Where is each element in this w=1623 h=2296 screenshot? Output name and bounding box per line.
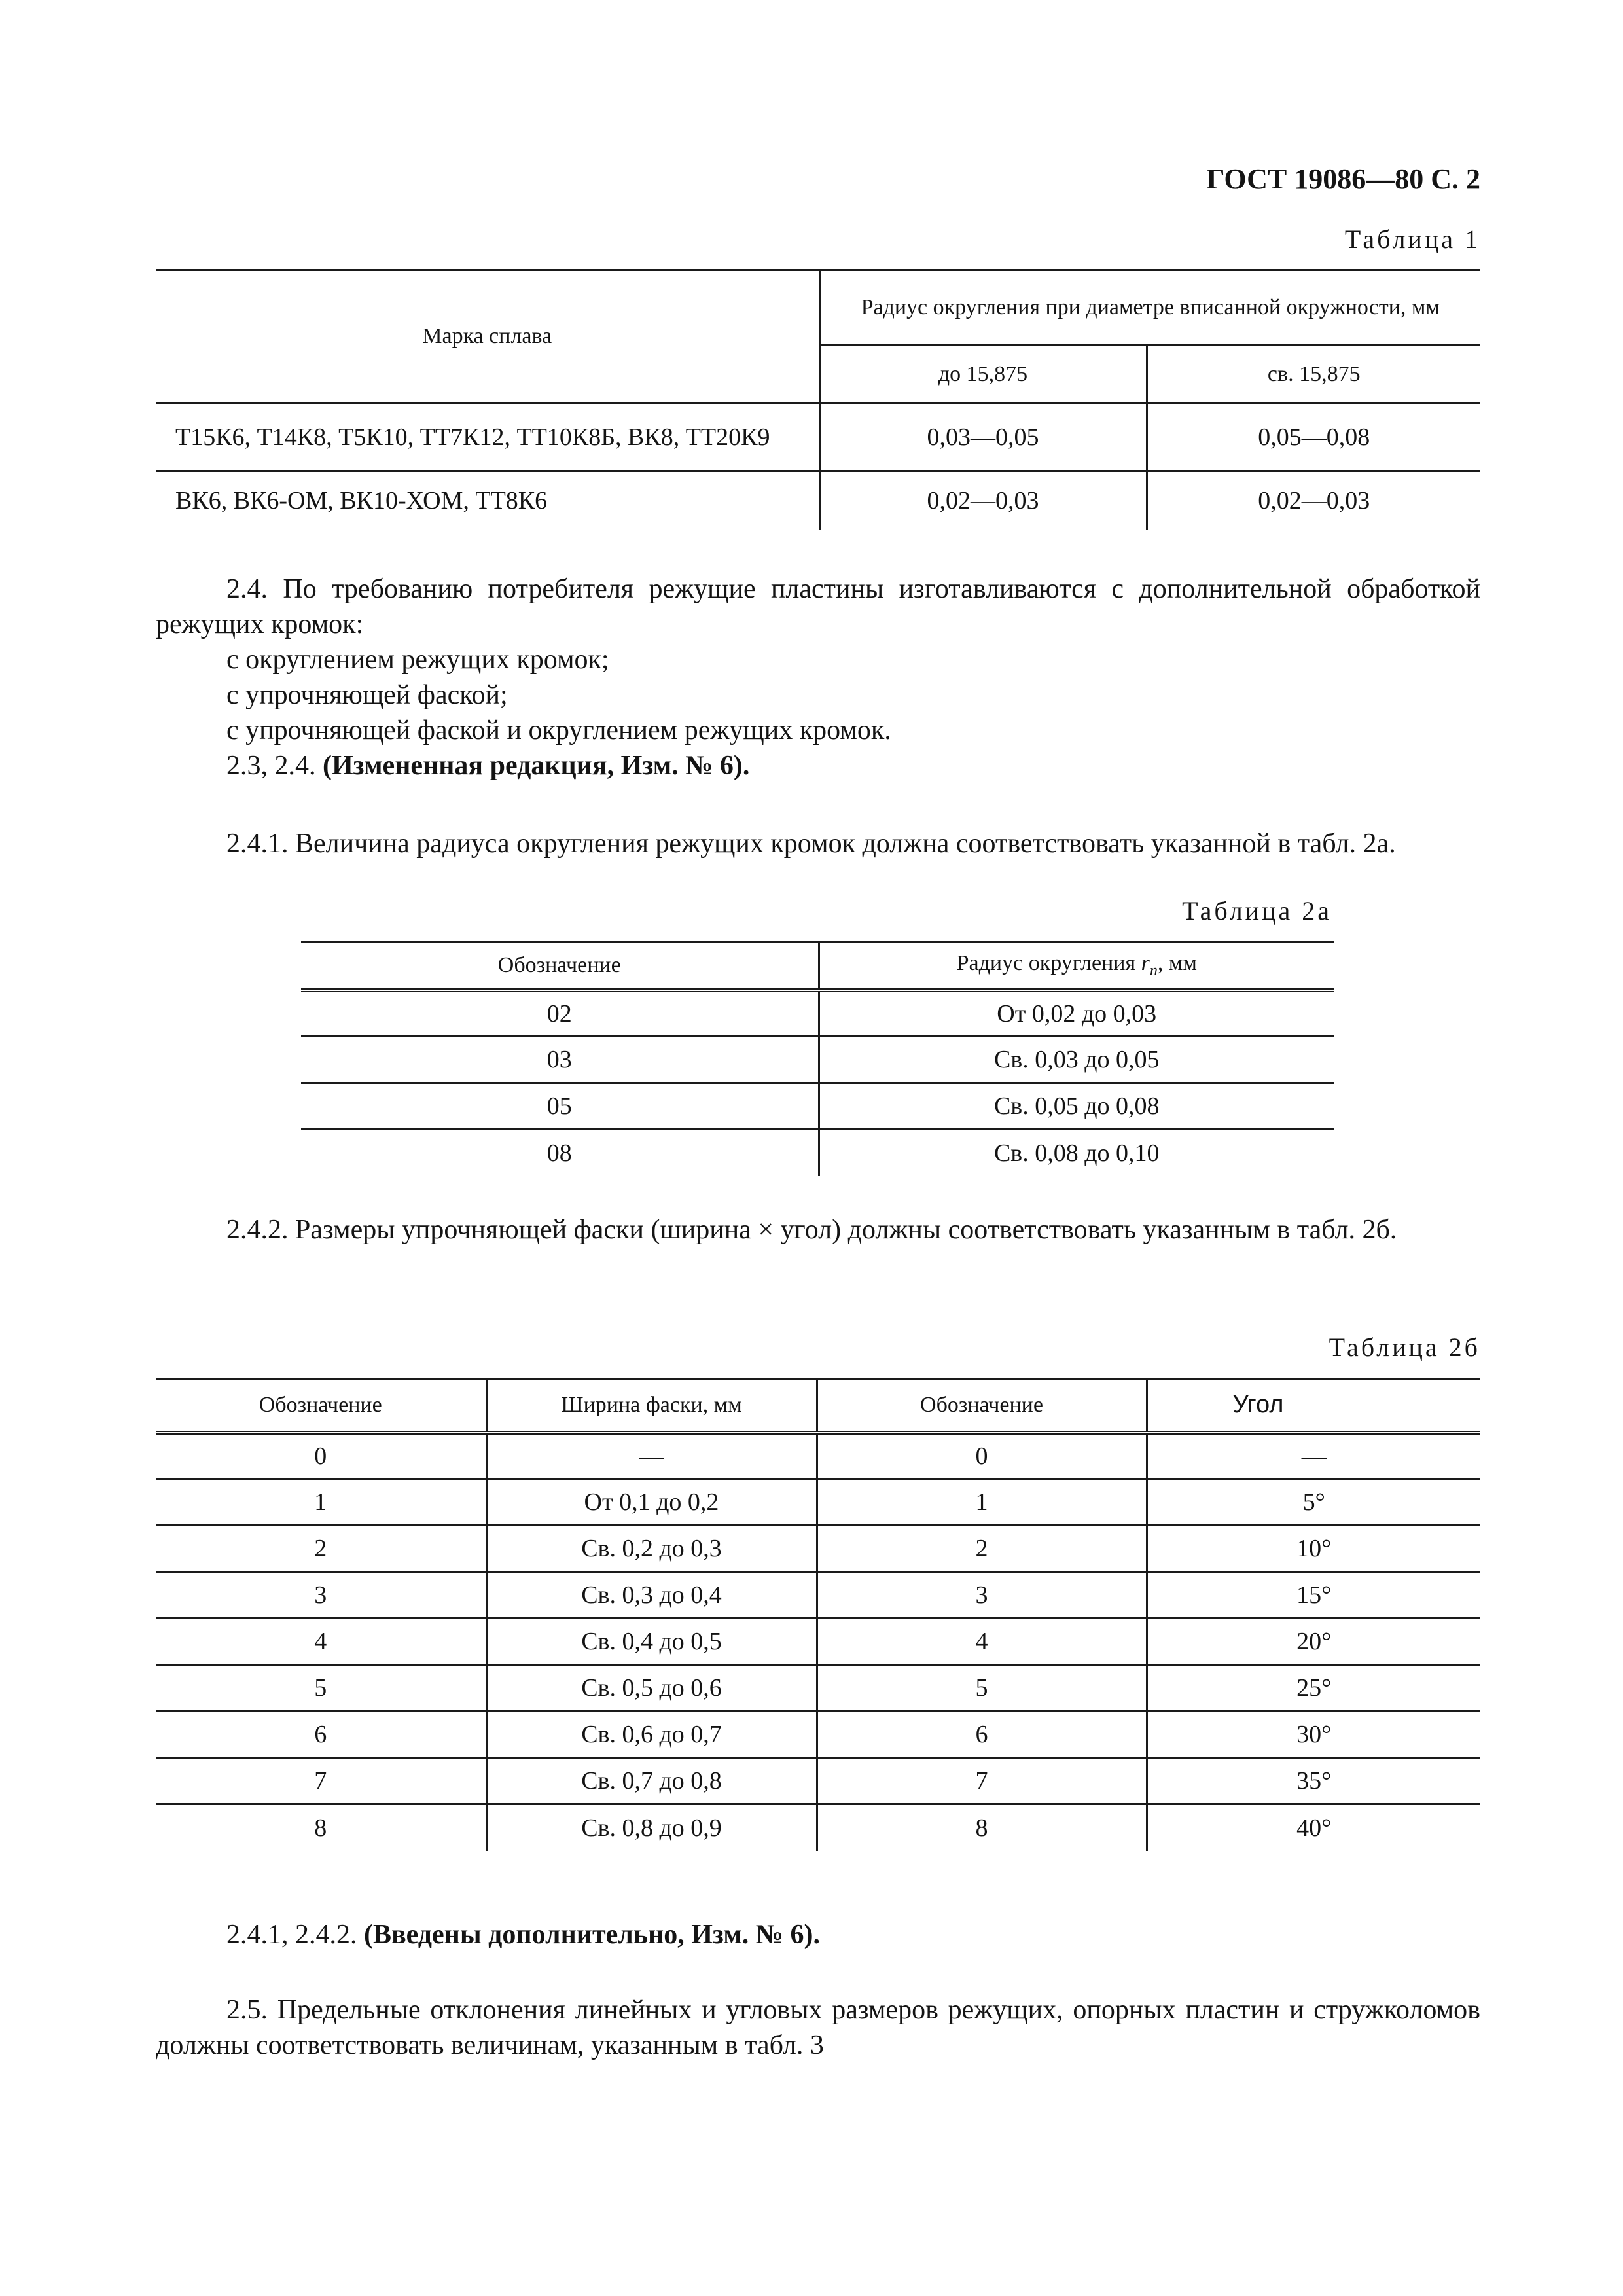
paragraph-2-4: 2.4. По требованию потребителя режущие пластины изготавливаются с дополнительной обработкой режущих кромок:: [156, 574, 1480, 639]
page-header: ГОСТ 19086—80 С. 2: [1206, 163, 1480, 195]
table-row: [156, 1758, 1480, 1804]
table2b-code: 8: [156, 1804, 486, 1851]
table2b-angle: 40°: [1296, 1814, 1332, 1842]
paragraph-2-4-1: 2.4.1. Величина радиуса округления режущих кромок должна соответствовать указанной в табл. 2а.: [226, 829, 1396, 859]
table2b-code: 7: [156, 1758, 486, 1804]
table2a-radius: Св. 0,08 до 0,10: [993, 1139, 1160, 1167]
amendment-note-2: 2.4.1, 2.4.2. (Введены дополнительно, Изм. № 6).: [226, 1920, 820, 1950]
table2b-code-2: 5: [817, 1665, 1147, 1712]
table2b-code-2: 7: [817, 1758, 1147, 1804]
table-row: [156, 471, 1480, 530]
table2b-code: 0: [156, 1433, 486, 1479]
table2a-header-radius: Радиус округления $r_n$, мм: [819, 942, 1334, 990]
table-row: [156, 1479, 1480, 1526]
table2b-width: Св. 0,2 до 0,3: [486, 1526, 817, 1572]
table-row: [156, 1665, 1480, 1712]
table2a-code: 05: [301, 1083, 819, 1130]
table2b-code-2: 1: [817, 1479, 1147, 1526]
list-item: с округлением режущих кромок;: [226, 645, 609, 675]
table2b-width: Св. 0,3 до 0,4: [486, 1572, 817, 1619]
table2b-code: 1: [156, 1479, 486, 1526]
table2a-radius: Св. 0,05 до 0,08: [819, 1083, 1334, 1130]
table-row: [156, 1572, 1480, 1619]
table-row: [301, 1083, 1334, 1130]
table1-value: 0,02—0,03: [1147, 471, 1480, 530]
paragraph-2-5: 2.5. Предельные отклонения линейных и угловых размеров режущих, опорных пластин и стружколомов должны соответствовать величинам, указанным в табл. 3: [156, 1995, 1480, 2060]
table1-header-grade: Марка сплава: [156, 270, 819, 403]
table1-value: 0,03—0,05: [819, 403, 1147, 471]
table1-value: 0,05—0,08: [1147, 403, 1480, 471]
table2b-header-code-2: Обозначение: [817, 1379, 1147, 1433]
table2b-code-2: 6: [817, 1712, 1147, 1758]
table2b-code-2: 2: [817, 1526, 1147, 1572]
table2a-radius: Св. 0,03 до 0,05: [819, 1037, 1334, 1083]
table-row: [156, 1526, 1480, 1572]
table2b-width: Св. 0,8 до 0,9: [486, 1804, 817, 1851]
table2b-width: Св. 0,5 до 0,6: [486, 1665, 817, 1712]
table2b-header-angle: Угол: [1147, 1379, 1480, 1433]
table1-subheader-2: св. 15,875: [1147, 346, 1480, 403]
table1-caption: Таблица 1: [1344, 224, 1480, 254]
table2b-code-2: 0: [817, 1433, 1147, 1479]
table2b-width: От 0,1 до 0,2: [486, 1479, 817, 1526]
table2b-caption: Таблица 2б: [1329, 1333, 1480, 1362]
table2b-code-2: 3: [817, 1572, 1147, 1619]
table-row: [156, 1712, 1480, 1758]
list-item: с упрочняющей фаской;: [226, 680, 508, 710]
table2b-code: 5: [156, 1665, 486, 1712]
table2b-angle: 20°: [1147, 1619, 1480, 1665]
table2b-code: 6: [156, 1712, 486, 1758]
paragraph-2-4-2: 2.4.2. Размеры упрочняющей фаски (ширина × угол) должны соответствовать указанным в табл. 2б.: [226, 1215, 1397, 1245]
table1-subheader-1: до 15,875: [819, 346, 1147, 403]
table2a-code: 02: [301, 990, 819, 1037]
table2b-width: Св. 0,6 до 0,7: [486, 1712, 817, 1758]
table1-grade: Т15К6, Т14К8, Т5К10, ТТ7К12, ТТ10К8Б, ВК8, ТТ20К9: [156, 403, 819, 471]
table2a-caption: Таблица 2а: [1182, 896, 1332, 925]
list-item: с упрочняющей фаской и округлением режущих кромок.: [226, 715, 891, 745]
table1-header-radius: Радиус округления при диаметре вписанной окружности, мм: [819, 270, 1480, 346]
table-row: [301, 1130, 1334, 1176]
table2b-angle: —: [1147, 1433, 1480, 1479]
table2b-angle: 15°: [1147, 1572, 1480, 1619]
table-row: [156, 403, 1480, 471]
table2a-code: 03: [301, 1037, 819, 1083]
table2a-radius: От 0,02 до 0,03: [819, 990, 1334, 1037]
table-2b: [156, 1378, 1480, 1851]
table2b-width: —: [486, 1433, 817, 1479]
table2b-width: Св. 0,7 до 0,8: [486, 1758, 817, 1804]
table2b-angle: 30°: [1147, 1712, 1480, 1758]
table2a-code: 08: [301, 1130, 819, 1176]
table2b-header-code: Обозначение: [156, 1379, 486, 1433]
table2b-header-width: Ширина фаски, мм: [486, 1379, 817, 1433]
table-row: [301, 1037, 1334, 1083]
table-row: [301, 990, 1334, 1037]
table2b-angle: 10°: [1147, 1526, 1480, 1572]
table2b-angle: 35°: [1147, 1758, 1480, 1804]
table2b-code: 4: [156, 1619, 486, 1665]
table-row: [156, 1433, 1480, 1479]
table-2a: [301, 941, 1334, 1176]
table2b-width: Св. 0,4 до 0,5: [486, 1619, 817, 1665]
table2b-code-2: 4: [817, 1619, 1147, 1665]
amendment-note-1: 2.3, 2.4. (Измененная редакция, Изм. № 6).: [226, 751, 750, 781]
table1-grade: ВК6, ВК6-ОМ, ВК10-ХОМ, ТТ8К6: [156, 471, 819, 530]
table2a-header-code: Обозначение: [301, 942, 819, 990]
table1-value: 0,02—0,03: [927, 487, 1039, 515]
table-row: [156, 1619, 1480, 1665]
table2b-angle: 5°: [1147, 1479, 1480, 1526]
table2b-code: 2: [156, 1526, 486, 1572]
table-1: [156, 269, 1480, 530]
table2b-angle: 25°: [1147, 1665, 1480, 1712]
table2b-code-2: 8: [817, 1804, 1147, 1851]
table2b-code: 3: [156, 1572, 486, 1619]
table-row: [156, 1804, 1480, 1851]
